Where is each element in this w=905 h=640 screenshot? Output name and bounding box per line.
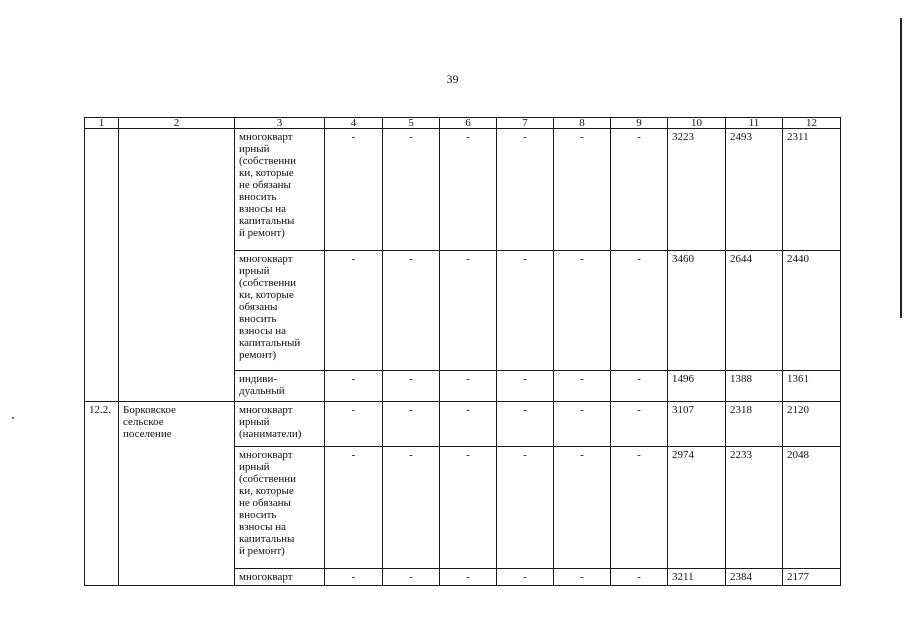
value-cell: - (383, 402, 440, 447)
column-header: 10 (668, 118, 726, 129)
value-cell: - (554, 447, 611, 569)
value-cell: - (383, 569, 440, 586)
column-header: 9 (611, 118, 668, 129)
value-cell: - (611, 371, 668, 402)
column-header: 11 (726, 118, 783, 129)
value-cell: - (440, 447, 497, 569)
column-header: 4 (325, 118, 383, 129)
value-cell: - (611, 447, 668, 569)
value-cell: - (440, 569, 497, 586)
value-cell: - (611, 129, 668, 251)
housing-type-cell: многокварт ирный (собственни ки, которые не обязаны вносить взносы на капитальны й ремонт) (235, 129, 325, 251)
table-row (85, 129, 841, 251)
value-cell: - (383, 371, 440, 402)
value-cell: 2384 (726, 569, 783, 586)
value-cell: - (440, 251, 497, 371)
value-cell: - (325, 569, 383, 586)
value-cell: - (497, 447, 554, 569)
value-cell: - (611, 251, 668, 371)
value-cell: - (325, 447, 383, 569)
value-cell: - (497, 569, 554, 586)
value-cell: - (611, 569, 668, 586)
value-cell: - (554, 371, 611, 402)
value-cell: - (497, 402, 554, 447)
value-cell: - (554, 251, 611, 371)
value-cell: - (554, 402, 611, 447)
housing-type-cell: многокварт ирный (собственни ки, которые не обязаны вносить взносы на капитальны й ремонт) (235, 447, 325, 569)
value-cell: 1496 (668, 371, 726, 402)
housing-type-cell: многокварт (235, 569, 325, 586)
column-header: 6 (440, 118, 497, 129)
tariff-table (84, 117, 841, 586)
settlement-code-cell: 12.2. (85, 402, 119, 586)
settlement-code-cell (85, 129, 119, 402)
column-header: 8 (554, 118, 611, 129)
value-cell: - (325, 402, 383, 447)
header-row (85, 118, 841, 129)
value-cell: 2120 (783, 402, 841, 447)
column-header: 1 (85, 118, 119, 129)
page-number: 39 (446, 72, 459, 86)
value-cell: 2440 (783, 251, 841, 371)
column-header: 12 (783, 118, 841, 129)
column-header: 7 (497, 118, 554, 129)
value-cell: 3211 (668, 569, 726, 586)
value-cell: 2233 (726, 447, 783, 569)
value-cell: - (325, 251, 383, 371)
value-cell: 2311 (783, 129, 841, 251)
value-cell: - (554, 569, 611, 586)
value-cell: 2644 (726, 251, 783, 371)
value-cell: - (611, 402, 668, 447)
scan-artifact-dot (12, 417, 14, 419)
value-cell: - (325, 129, 383, 251)
column-header: 2 (119, 118, 235, 129)
table-row (85, 402, 841, 447)
value-cell: - (497, 251, 554, 371)
housing-type-cell: многокварт ирный (наниматели) (235, 402, 325, 447)
value-cell: 2493 (726, 129, 783, 251)
value-cell: 1388 (726, 371, 783, 402)
value-cell: - (497, 129, 554, 251)
column-header: 5 (383, 118, 440, 129)
value-cell: - (440, 402, 497, 447)
value-cell: 2318 (726, 402, 783, 447)
value-cell: - (440, 129, 497, 251)
value-cell: 3223 (668, 129, 726, 251)
settlement-name-cell (119, 129, 235, 402)
value-cell: - (497, 371, 554, 402)
value-cell: 3460 (668, 251, 726, 371)
column-header: 3 (235, 118, 325, 129)
value-cell: 1361 (783, 371, 841, 402)
housing-type-cell: индиви- дуальный (235, 371, 325, 402)
housing-type-cell: многокварт ирный (собственни ки, которые обязаны вносить взносы на капитальный ремонт) (235, 251, 325, 371)
scan-edge-line (900, 18, 902, 318)
value-cell: 2974 (668, 447, 726, 569)
value-cell: - (383, 447, 440, 569)
settlement-name-cell: Борковское сельское поселение (119, 402, 235, 586)
value-cell: 2177 (783, 569, 841, 586)
value-cell: - (383, 251, 440, 371)
value-cell: - (440, 371, 497, 402)
value-cell: - (325, 371, 383, 402)
value-cell: - (554, 129, 611, 251)
value-cell: 2048 (783, 447, 841, 569)
value-cell: 3107 (668, 402, 726, 447)
value-cell: - (383, 129, 440, 251)
